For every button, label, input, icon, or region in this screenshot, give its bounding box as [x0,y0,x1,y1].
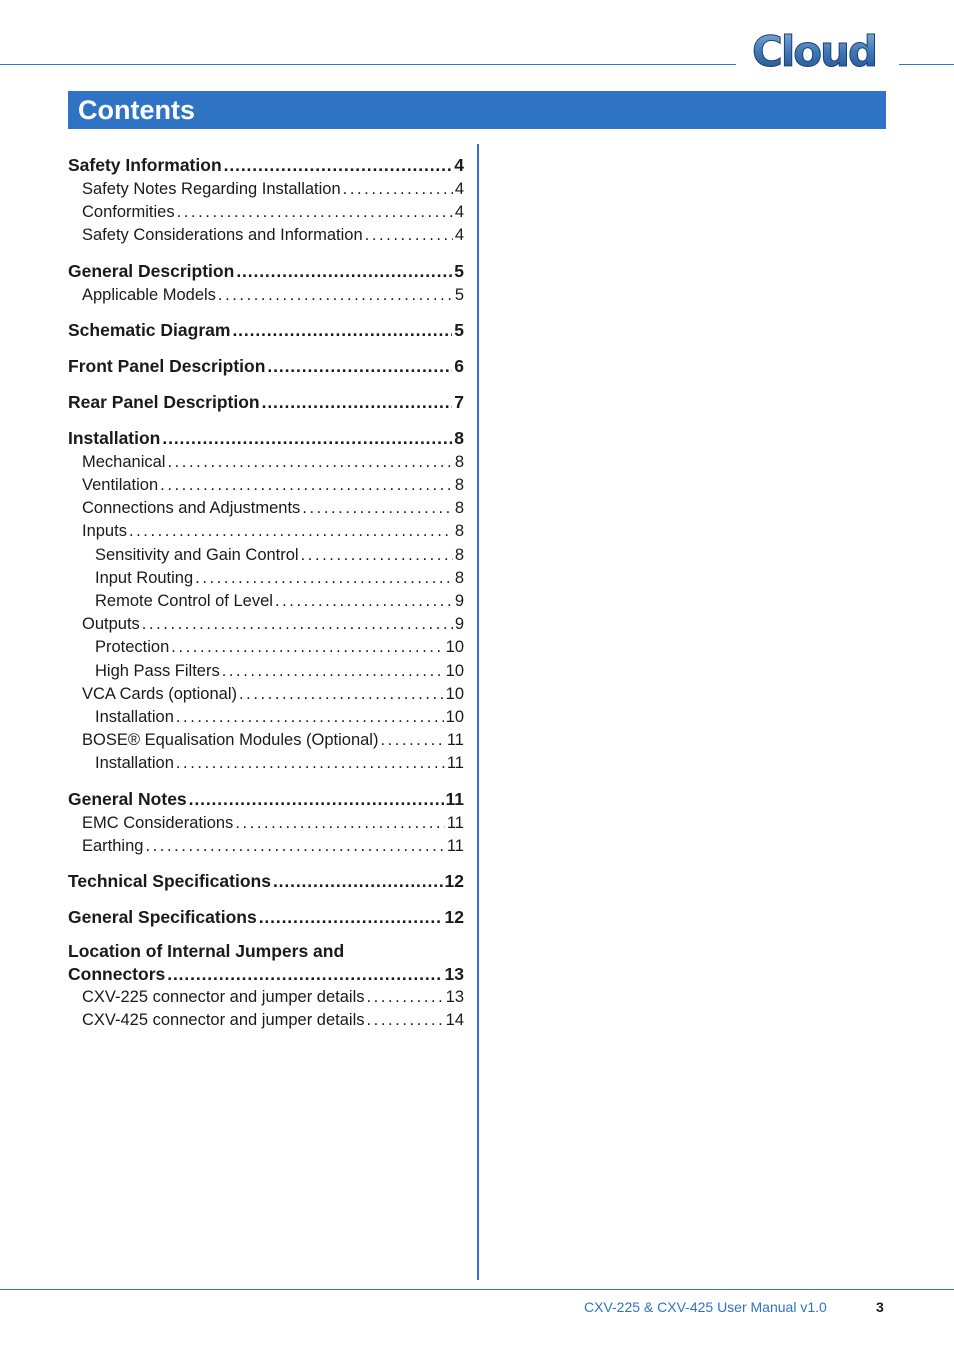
toc-entry-title: CXV-225 connector and jumper details [82,988,365,1007]
toc-entry-page: 4 [454,180,464,198]
toc-heading-line: Location of Internal Jumpers and [68,941,345,962]
toc-entry-page: 9 [454,615,464,634]
dot-leader [176,752,445,775]
toc-entry-level-1[interactable] [68,389,464,415]
toc-entry-level-1[interactable] [68,904,464,930]
toc-entry-level-1[interactable] [68,963,464,986]
footer-manual-title: CXV-225 & CXV-425 User Manual v1.0 [584,1299,827,1315]
toc-entry-title: BOSE® Equalisation Modules (Optional) [82,731,379,750]
toc-entry-title: General Description [68,260,235,281]
toc-entry-level-3[interactable] [68,752,464,775]
dot-leader [222,660,444,683]
toc-entry-title: Applicable Models [82,285,216,304]
toc-entry-page: 6 [454,355,464,376]
dot-leader [273,868,443,894]
toc-entry-level-2[interactable] [68,729,464,752]
dot-leader [129,520,453,543]
toc-entry-level-3[interactable] [68,706,464,729]
toc-entry-level-2[interactable] [68,1009,464,1032]
toc-entry-title: EMC Considerations [82,813,234,832]
table-of-contents [68,152,464,1032]
footer-rule [0,1289,954,1290]
toc-entry-level-2[interactable] [68,224,464,247]
toc-entry-title: Ventilation [82,476,159,495]
toc-entry-title: Front Panel Description [68,355,266,376]
toc-entry-level-2[interactable] [68,201,464,224]
toc-entry-level-2[interactable] [68,683,464,706]
toc-entry-title: Safety Considerations and Information [82,226,363,245]
toc-entry-page: 14 [445,1011,464,1030]
toc-entry-title: Safety Information [68,155,222,175]
toc-entry-page: 11 [445,788,464,809]
toc-entry-page: 12 [444,871,464,892]
dot-leader [162,425,452,451]
toc-entry-page: 8 [454,452,464,471]
dot-leader [160,474,453,497]
toc-entry-page: 11 [446,813,464,832]
toc-entry-page: 13 [445,988,464,1007]
toc-entry-level-2[interactable] [68,474,464,497]
toc-entry-title: Input Routing [95,568,194,587]
toc-entry-page: 11 [446,754,464,773]
toc-entry-page: 4 [454,155,464,175]
toc-entry-title: Schematic Diagram [68,319,231,340]
toc-entry-level-3[interactable] [68,544,464,567]
dot-leader [367,1009,444,1032]
toc-entry-title: Connections and Adjustments [82,499,301,518]
dot-leader [367,986,444,1009]
contents-banner [68,91,886,129]
toc-entry-level-1[interactable] [68,317,464,343]
toc-entry-level-2[interactable] [68,284,464,307]
toc-entry-page: 10 [445,661,464,680]
toc-entry-title: High Pass Filters [95,661,220,680]
toc-entry-page: 8 [454,568,464,587]
dot-leader [176,706,444,729]
page-title: Contents [78,95,195,125]
dot-leader [239,683,444,706]
toc-entry-level-3[interactable] [68,636,464,659]
dot-leader [167,451,452,474]
toc-entry-page: 7 [454,391,464,412]
dot-leader [167,963,442,986]
toc-entry-title: Earthing [82,836,144,855]
toc-entry-page: 10 [445,708,464,727]
dot-leader [189,786,444,812]
dot-leader [145,835,444,858]
toc-entry-title: Safety Notes Regarding Installation [82,180,341,198]
dot-leader [236,258,452,284]
toc-entry-title: Technical Specifications [68,871,271,892]
footer-page-number: 3 [876,1299,884,1315]
toc-entry-page: 8 [454,545,464,564]
dot-leader [195,567,453,590]
dot-leader [380,729,444,752]
toc-entry-title: Connectors [68,964,166,985]
dot-leader [218,284,453,307]
toc-entry-title: General Notes [68,788,187,809]
toc-entry-page: 12 [444,907,464,928]
toc-entry-title: Installation [95,754,174,773]
toc-entry-title: Mechanical [82,452,166,471]
toc-entry-level-2[interactable] [68,520,464,543]
toc-entry-level-3[interactable] [68,590,464,613]
toc-entry-page: 8 [454,476,464,495]
toc-entry-title: Installation [68,427,161,448]
toc-entry-level-2[interactable] [68,986,464,1009]
toc-entry-page: 8 [454,427,464,448]
toc-entry-level-1[interactable] [68,258,464,284]
dot-leader [259,904,443,930]
toc-entry-level-1[interactable] [68,152,464,178]
toc-entry-level-3[interactable] [68,660,464,683]
toc-entry-level-2[interactable] [68,451,464,474]
toc-entry-level-1[interactable] [68,425,464,451]
dot-leader [275,590,453,613]
toc-entry-page: 5 [454,260,464,281]
dot-leader [177,201,453,224]
toc-entry-page: 9 [454,592,464,611]
toc-entry-title: Installation [95,708,174,727]
dot-leader [301,544,453,567]
toc-entry-title: Remote Control of Level [95,592,273,611]
toc-entry-level-2[interactable] [68,835,464,858]
toc-entry-page: 8 [454,522,464,541]
header-rule-right [899,64,954,65]
toc-entry-title: Protection [95,638,170,657]
toc-entry-level-3[interactable] [68,567,464,590]
toc-entry-title: Outputs [82,615,140,634]
cloud-logo [748,26,886,74]
toc-entry-level-2[interactable] [68,812,464,835]
toc-entry-page: 5 [454,319,464,340]
dot-leader [224,152,453,178]
toc-entry-page: 11 [446,731,464,750]
toc-entry-level-2[interactable] [68,178,464,201]
toc-entry-page: 13 [444,964,464,985]
toc-entry-title: General Specifications [68,907,257,928]
toc-entry-page: 8 [454,499,464,518]
toc-entry-title: VCA Cards (optional) [82,684,237,703]
svg-text:Cloud: Cloud [752,27,877,74]
toc-entry-level-1[interactable] [68,786,464,812]
toc-entry-page: 10 [445,684,464,703]
dot-leader [142,613,453,636]
dot-leader [235,812,445,835]
dot-leader [171,636,443,659]
toc-entry-page: 4 [454,226,464,245]
dot-leader [343,178,453,201]
dot-leader [262,389,453,415]
dot-leader [232,317,452,343]
toc-entry-level-1[interactable] [68,353,464,379]
column-divider [477,144,479,1280]
toc-entry-page: 5 [454,285,464,304]
toc-entry-level-1[interactable] [68,868,464,894]
toc-entry-title: Sensitivity and Gain Control [95,545,299,564]
toc-entry-level-2[interactable] [68,613,464,636]
toc-entry-title: Conformities [82,203,175,222]
header-rule-left [0,64,736,65]
toc-entry-level-2[interactable] [68,497,464,520]
toc-entry-title: Inputs [82,522,127,541]
dot-leader [365,224,453,247]
toc-entry-title: Rear Panel Description [68,391,260,412]
toc-entry-page: 4 [454,203,464,222]
toc-entry-page: 10 [445,638,464,657]
toc-entry-title: CXV-425 connector and jumper details [82,1011,365,1030]
toc-entry-page: 11 [446,836,464,855]
dot-leader [267,353,452,379]
dot-leader [302,497,453,520]
